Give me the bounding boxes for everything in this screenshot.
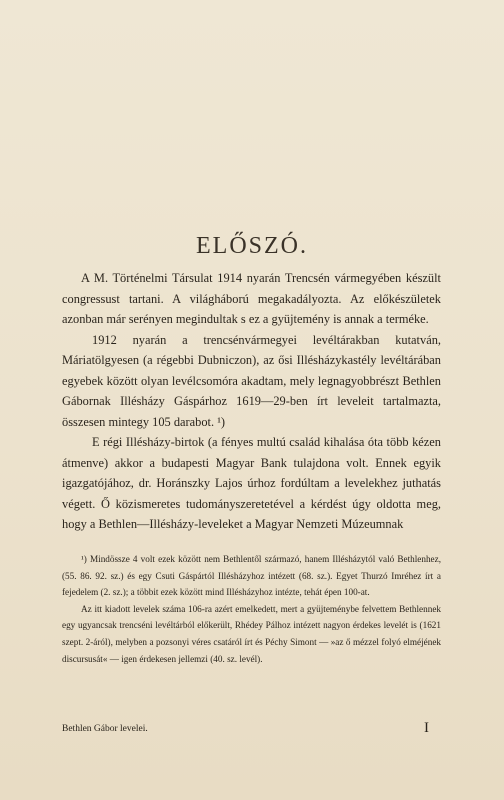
running-title: Bethlen Gábor levelei. xyxy=(62,724,148,734)
sheet-signature: I xyxy=(424,720,429,736)
paragraph-2: 1912 nyarán a trencsénvármegyei levéltárakban kutatván, Máriatölgyesen (a régebbi Dubniczon), az ősi Illésházykastély levéltárában egyebek között olyan levélcsomóra akadtam, mely legnagyobbrészt Bethlen Gábornak Illésházy Gáspárhoz 1619—29-ben írt leveleit tartalmazta, összesen mintegy 105 darabot. ¹) xyxy=(62,332,441,429)
footnote-1: ¹) Mindössze 4 volt ezek között nem Bethlentől származó, hanem Illésházytól való Bethlenhez, (55. 86. 92. sz.) és egy Csuti Gáspártól Illésházyhoz intézett (68. sz.). Egyet Thurzó Imréhez írt a fejedelem (2. sz.); a többit ezek között mind Illésházyhoz intézte, tehát épen 100-at. xyxy=(62,554,441,598)
footnote-2: Az itt kiadott levelek száma 106-ra azért emelkedett, mert a gyüjteménybe felvettem Bethlennek egy ugyancsak trencséni levéltárból előkerült, Rhédey Pálhoz intézett nagyon érdekes levelét is (1621 szept. 2-áról), melyben a pozsonyi véres csatáról írt és Péchy Simont — »az ő mézzel folyó elméjének discursusát« — igen érdekesen jellemzi (40. sz. levél). xyxy=(62,603,441,664)
preface-body xyxy=(62,268,441,535)
footnotes xyxy=(62,551,441,667)
page-title: ELŐSZÓ. xyxy=(196,233,308,259)
paragraph-3: E régi Illésházy-birtok (a fényes multú család kihalása óta több kézen átmenve) akkor a budapesti Magyar Bank tulajdona volt. Ennek egyik igazgatójához, dr. Horánszky Lajos úrhoz fordúltam a levelekhez juthatás végett. Ő közismeretes tudományszeretetével a kérdést úgy oldotta meg, hogy a Bethlen—Illésházy-leveleket a Magyar Nemzeti Múzeumnak xyxy=(62,435,441,531)
paragraph-1: A M. Történelmi Társulat 1914 nyarán Trencsén vármegyében készült congressust tartani. A világháború megakadályozta. Az előkészületek azonban már serényen megindultak s ez a gyüjtemény is annak a terméke. xyxy=(62,271,441,326)
